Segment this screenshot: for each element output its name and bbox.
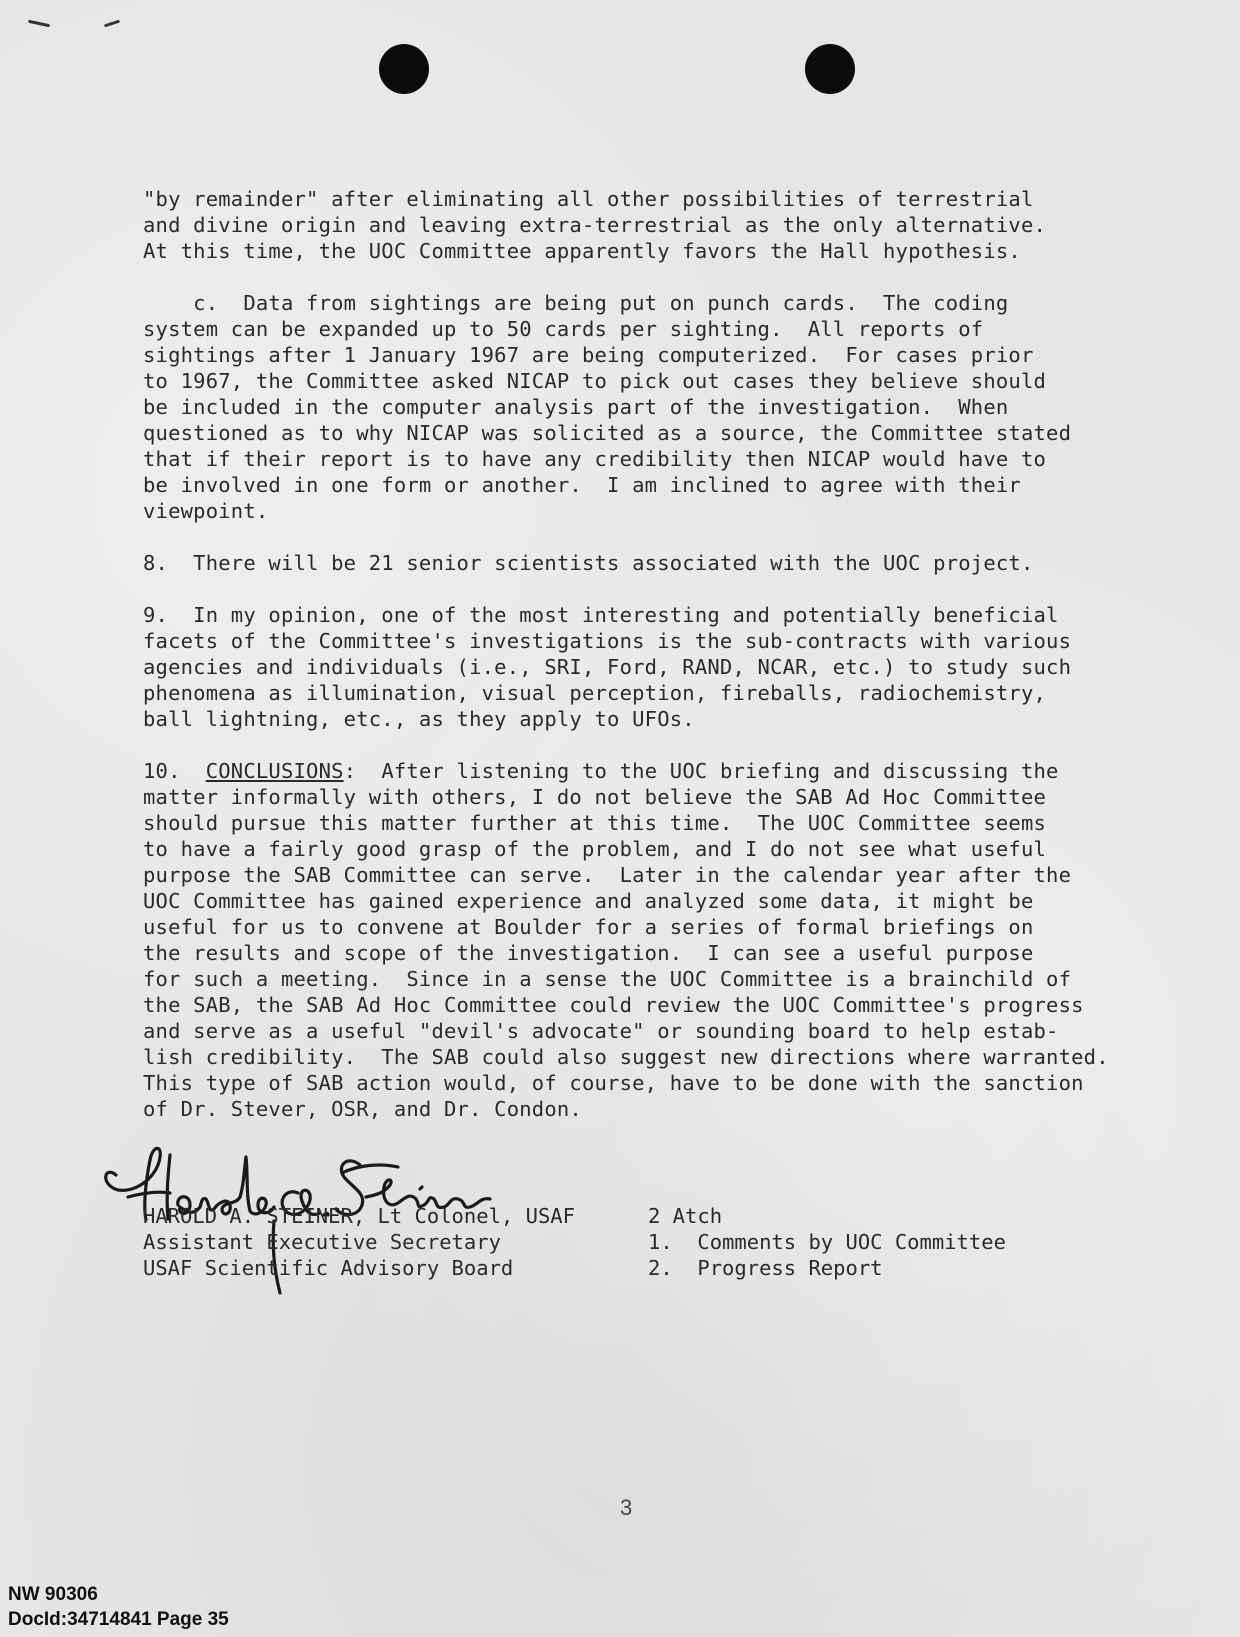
paragraph-9 bbox=[143, 602, 1143, 732]
footer-docid: DocId:34714841 Page 35 bbox=[8, 1609, 229, 1630]
attachment-item: 2. Progress Report bbox=[648, 1256, 883, 1280]
text-line: questioned as to why NICAP was solicited as a source, the Committee stated bbox=[143, 421, 1072, 445]
attachment-item: 1. Comments by UOC Committee bbox=[648, 1230, 1006, 1254]
scan-mark bbox=[28, 20, 50, 28]
signer-name: HAROLD A. STEINER, Lt Colonel, USAF bbox=[143, 1204, 575, 1228]
text-line: and divine origin and leaving extra-terrestrial as the only alternative. bbox=[143, 213, 1047, 237]
paragraph-10-conclusions bbox=[143, 758, 1143, 1122]
text-line: agencies and individuals (i.e., SRI, Ford, RAND, NCAR, etc.) to study such bbox=[143, 655, 1072, 679]
footer-nw-number: NW 90306 bbox=[8, 1584, 98, 1605]
signer-organization: USAF Scientific Advisory Board bbox=[143, 1256, 514, 1280]
attachments-list bbox=[648, 1203, 1006, 1281]
text-fragment: : After listening to the UOC briefing and discussing the bbox=[343, 759, 1059, 783]
text-line: facets of the Committee's investigations is the sub-contracts with various bbox=[143, 629, 1072, 653]
text-line: sightings after 1 January 1967 are being computerized. For cases prior bbox=[143, 343, 1034, 367]
text-line: be involved in one form or another. I am inclined to agree with their bbox=[143, 473, 1021, 497]
text-line: This type of SAB action would, of course, have to be done with the sanction bbox=[143, 1071, 1084, 1095]
text-line: for such a meeting. Since in a sense the UOC Committee is a brainchild of bbox=[143, 967, 1072, 991]
text-line: 8. There will be 21 senior scientists associated with the UOC project. bbox=[143, 551, 1034, 575]
text-line: useful for us to convene at Boulder for a series of formal briefings on bbox=[143, 915, 1034, 939]
paragraph-8 bbox=[143, 550, 1143, 576]
text-line: matter informally with others, I do not believe the SAB Ad Hoc Committee bbox=[143, 785, 1047, 809]
text-line: be included in the computer analysis part of the investigation. When bbox=[143, 395, 1009, 419]
text-line: and serve as a useful "devil's advocate" or sounding board to help estab- bbox=[143, 1019, 1059, 1043]
text-line: system can be expanded up to 50 cards per sighting. All reports of bbox=[143, 317, 984, 341]
paragraph-c bbox=[143, 290, 1143, 524]
text-line: 9. In my opinion, one of the most interesting and potentially beneficial bbox=[143, 603, 1059, 627]
archive-footer bbox=[8, 1582, 229, 1632]
text-line: the SAB, the SAB Ad Hoc Committee could review the UOC Committee's progress bbox=[143, 993, 1084, 1017]
paragraph-number: 10. bbox=[143, 759, 206, 783]
scan-mark bbox=[104, 20, 120, 28]
letter-body bbox=[143, 186, 1143, 1122]
paragraph-b-continuation bbox=[143, 186, 1143, 264]
text-line: to 1967, the Committee asked NICAP to pick out cases they believe should bbox=[143, 369, 1047, 393]
text-line: that if their report is to have any credibility then NICAP would have to bbox=[143, 447, 1047, 471]
text-line: of Dr. Stever, OSR, and Dr. Condon. bbox=[143, 1097, 582, 1121]
signer-title: Assistant Executive Secretary bbox=[143, 1230, 501, 1254]
text-line: ball lightning, etc., as they apply to UFOs. bbox=[143, 707, 695, 731]
text-line: to have a fairly good grasp of the problem, and I do not see what useful bbox=[143, 837, 1047, 861]
text-line: phenomena as illumination, visual perception, fireballs, radiochemistry, bbox=[143, 681, 1047, 705]
text-line: At this time, the UOC Committee apparently favors the Hall hypothesis. bbox=[143, 239, 1021, 263]
text-line: c. Data from sightings are being put on punch cards. The coding bbox=[143, 291, 1009, 315]
text-line: lish credibility. The SAB could also suggest new directions where warranted. bbox=[143, 1045, 1109, 1069]
text-line bbox=[143, 758, 1143, 784]
text-line: UOC Committee has gained experience and analyzed some data, it might be bbox=[143, 889, 1034, 913]
text-line: should pursue this matter further at this time. The UOC Committee seems bbox=[143, 811, 1047, 835]
signature-block bbox=[143, 1203, 575, 1281]
text-line: viewpoint. bbox=[143, 499, 269, 523]
page-number: 3 bbox=[620, 1495, 633, 1520]
punch-hole-right bbox=[805, 44, 855, 94]
attachment-count: 2 Atch bbox=[648, 1204, 723, 1228]
text-line: the results and scope of the investigation. I can see a useful purpose bbox=[143, 941, 1034, 965]
text-line: purpose the SAB Committee can serve. Later in the calendar year after the bbox=[143, 863, 1072, 887]
punch-hole-left bbox=[379, 44, 429, 94]
text-line: "by remainder" after eliminating all other possibilities of terrestrial bbox=[143, 187, 1034, 211]
conclusions-heading: CONCLUSIONS bbox=[205, 759, 344, 783]
